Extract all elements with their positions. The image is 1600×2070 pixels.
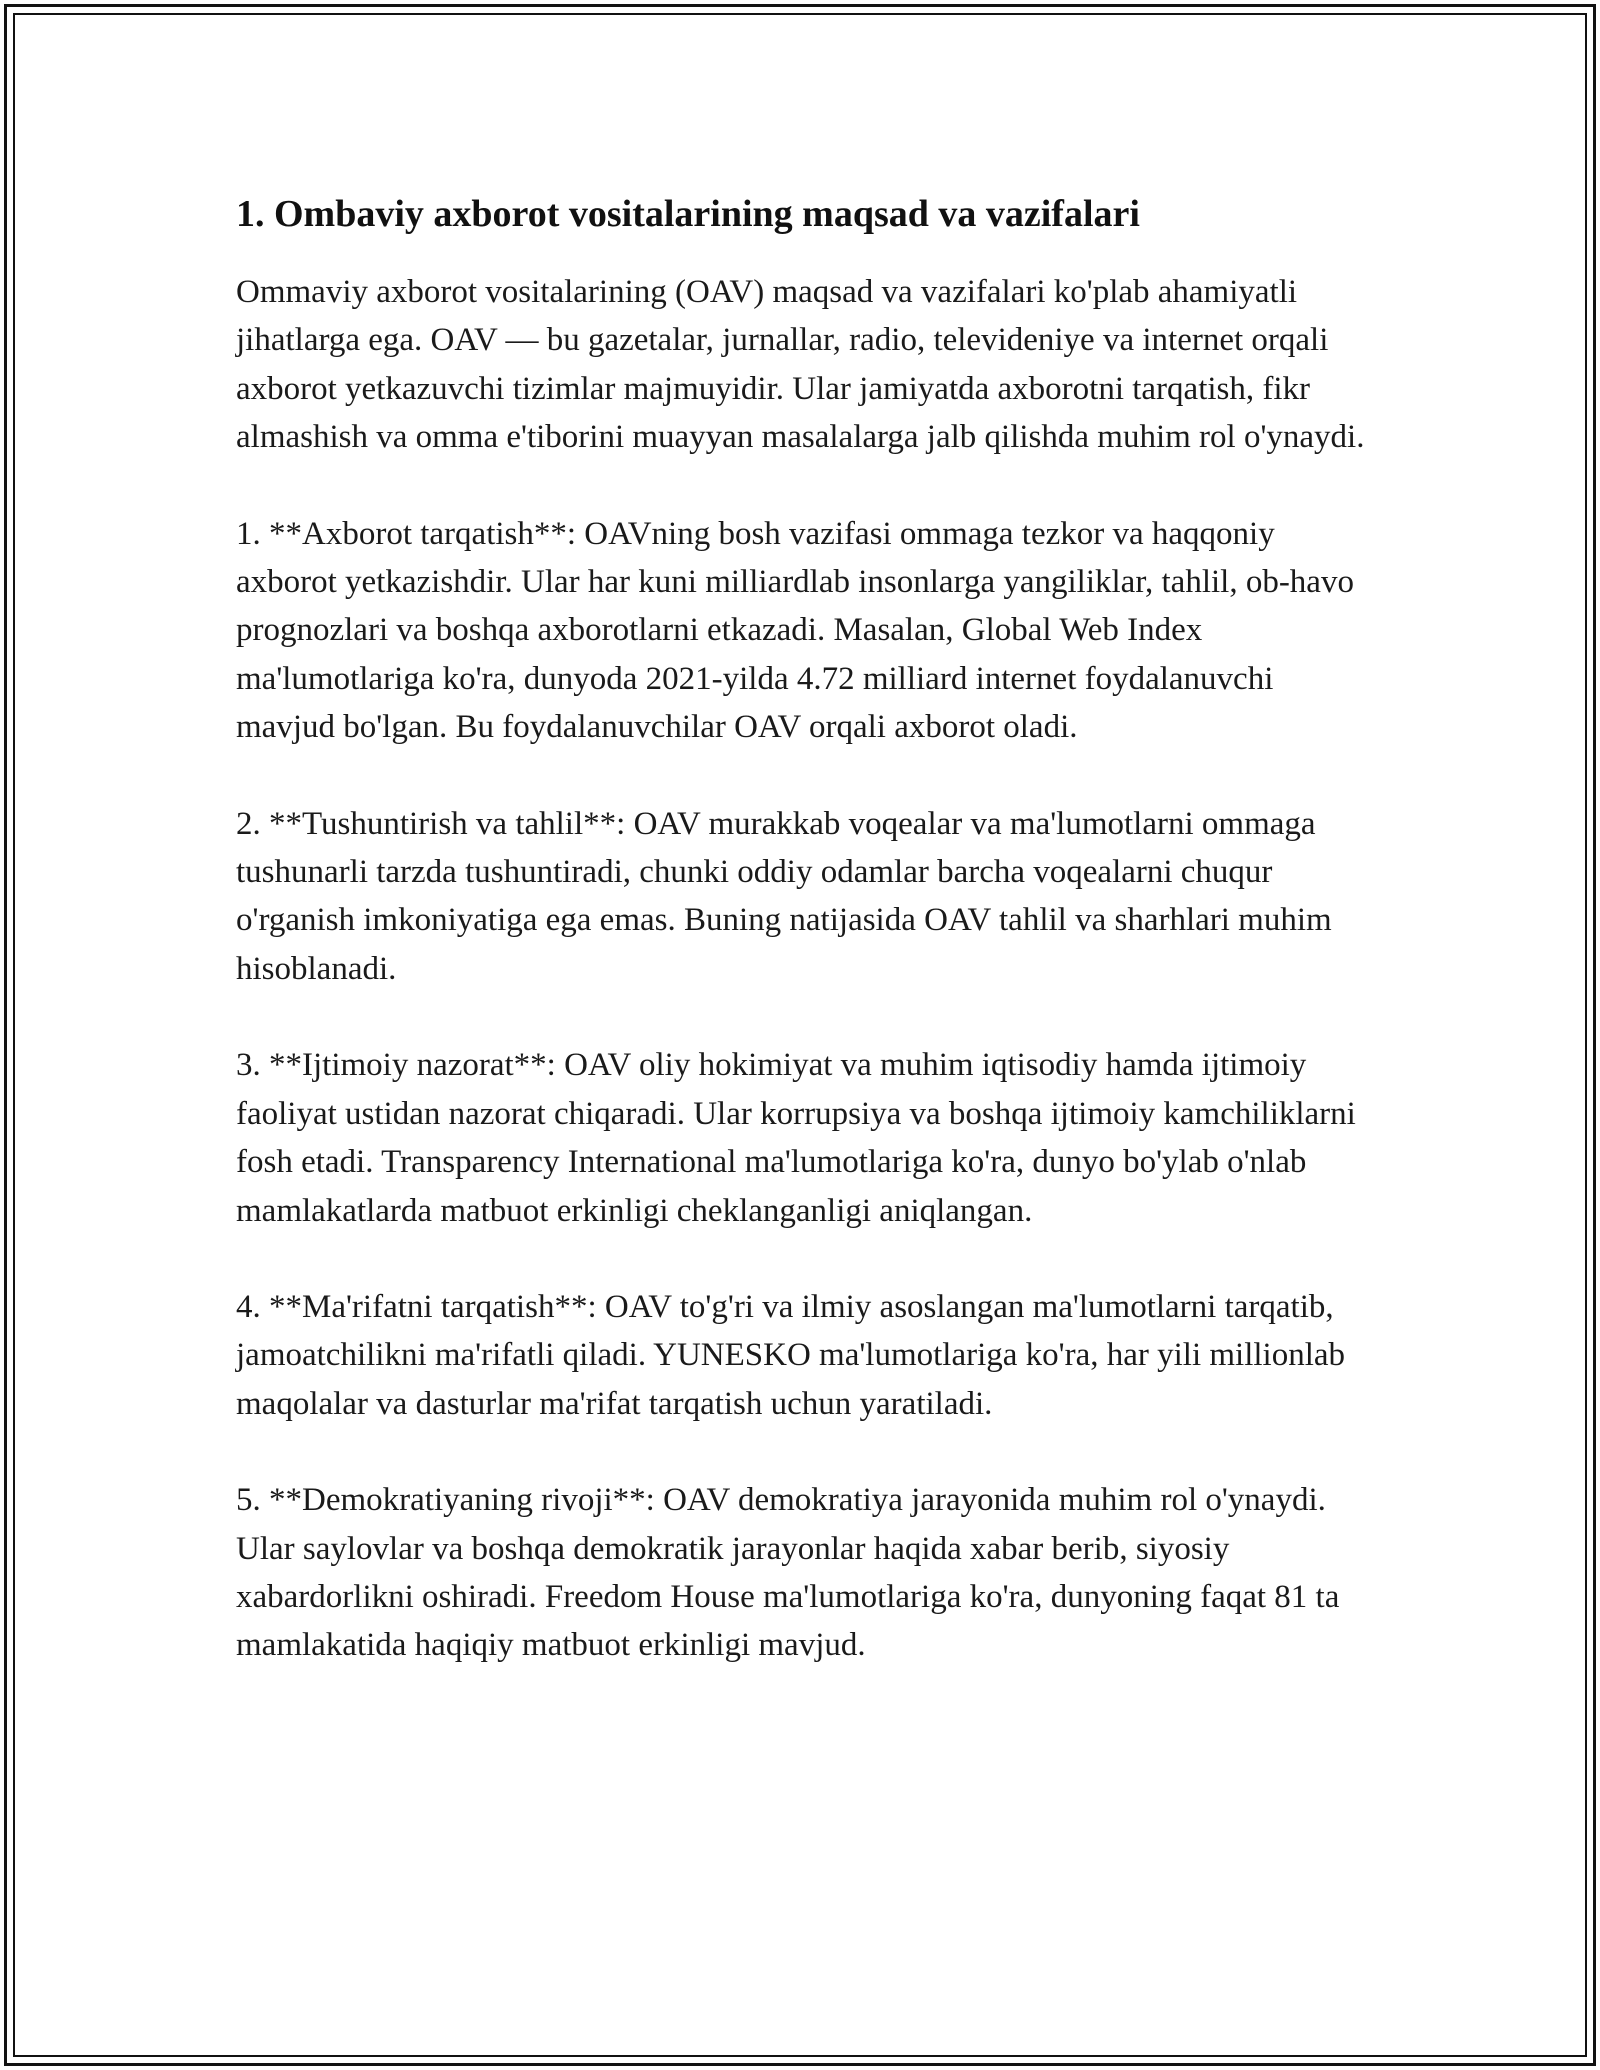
intro-paragraph: Ommaviy axborot vositalarining (OAV) maqsad va vazifalari ko'plab ahamiyatli jihatlarga ega. OAV — bu gazetalar, jurnallar, radio, televideniye va internet orqali axborot yetkazuvchi tizimlar majmuyidir. Ular jamiyatda axborotni tarqatish, fikr almashish va omma e'tiborini muayyan masalalarga jalb qilishda muhim rol o'ynaydi. [236, 274, 1365, 456]
item-social-control: 3. **Ijtimoiy nazorat**: OAV oliy hokimiyat va muhim iqtisodiy hamda ijtimoiy faoliyat ustidan nazorat chiqaradi. Ular korrupsiya va boshqa ijtimoiy kamchiliklarni fosh etadi. Transparency International ma'lumotlariga ko'ra, dunyo bo'ylab o'nlab mamlakatlarda matbuot erkinligi cheklanganligi aniqlangan. [236, 1047, 1356, 1229]
item-democracy-development: 5. **Demokratiyaning rivoji**: OAV demokratiya jarayonida muhim rol o'ynaydi. Ular saylovlar va boshqa demokratik jarayonlar haqida xabar berib, siyosiy xabardorlikni oshiradi. Freedom House ma'lumotlariga ko'ra, dunyoning faqat 81 ta mamlakatida haqiqiy matbuot erkinligi mavjud. [236, 1482, 1340, 1664]
item-explanation-analysis: 2. **Tushuntirish va tahlil**: OAV murakkab voqealar va ma'lumotlarni ommaga tushunarli tarzda tushuntiradi, chunki oddiy odamlar barcha voqealarni chuqur o'rganish imkoniyatiga ega emas. Buning natijasida OAV tahlil va sharhlari muhim hisoblanadi. [236, 805, 1332, 987]
item-enlightenment: 4. **Ma'rifatni tarqatish**: OAV to'g'ri va ilmiy asoslangan ma'lumotlarni tarqatib, jamoatchilikni ma'rifatli qiladi. YUNESKO ma'lumotlariga ko'ra, har yili millionlab maqolalar va dasturlar ma'rifat tarqatish uchun yaratiladi. [236, 1288, 1346, 1422]
document-title: 1. Ombaviy axborot vositalarining maqsad va vazifalari [236, 193, 1140, 235]
document-body [236, 186, 1366, 1718]
item-information-dissemination: 1. **Axborot tarqatish**: OAVning bosh vazifasi ommaga tezkor va haqqoniy axborot yetkazishdir. Ular har kuni milliardlab insonlarga yangiliklar, tahlil, ob-havo prognozlari va boshqa axborotlarni etkazadi. Masalan, Global Web Index ma'lumotlariga ko'ra, dunyoda 2021-yilda 4.72 milliard internet foydalanuvchi mavjud bo'lgan. Bu foydalanuvchilar OAV orqali axborot oladi. [236, 515, 1354, 746]
